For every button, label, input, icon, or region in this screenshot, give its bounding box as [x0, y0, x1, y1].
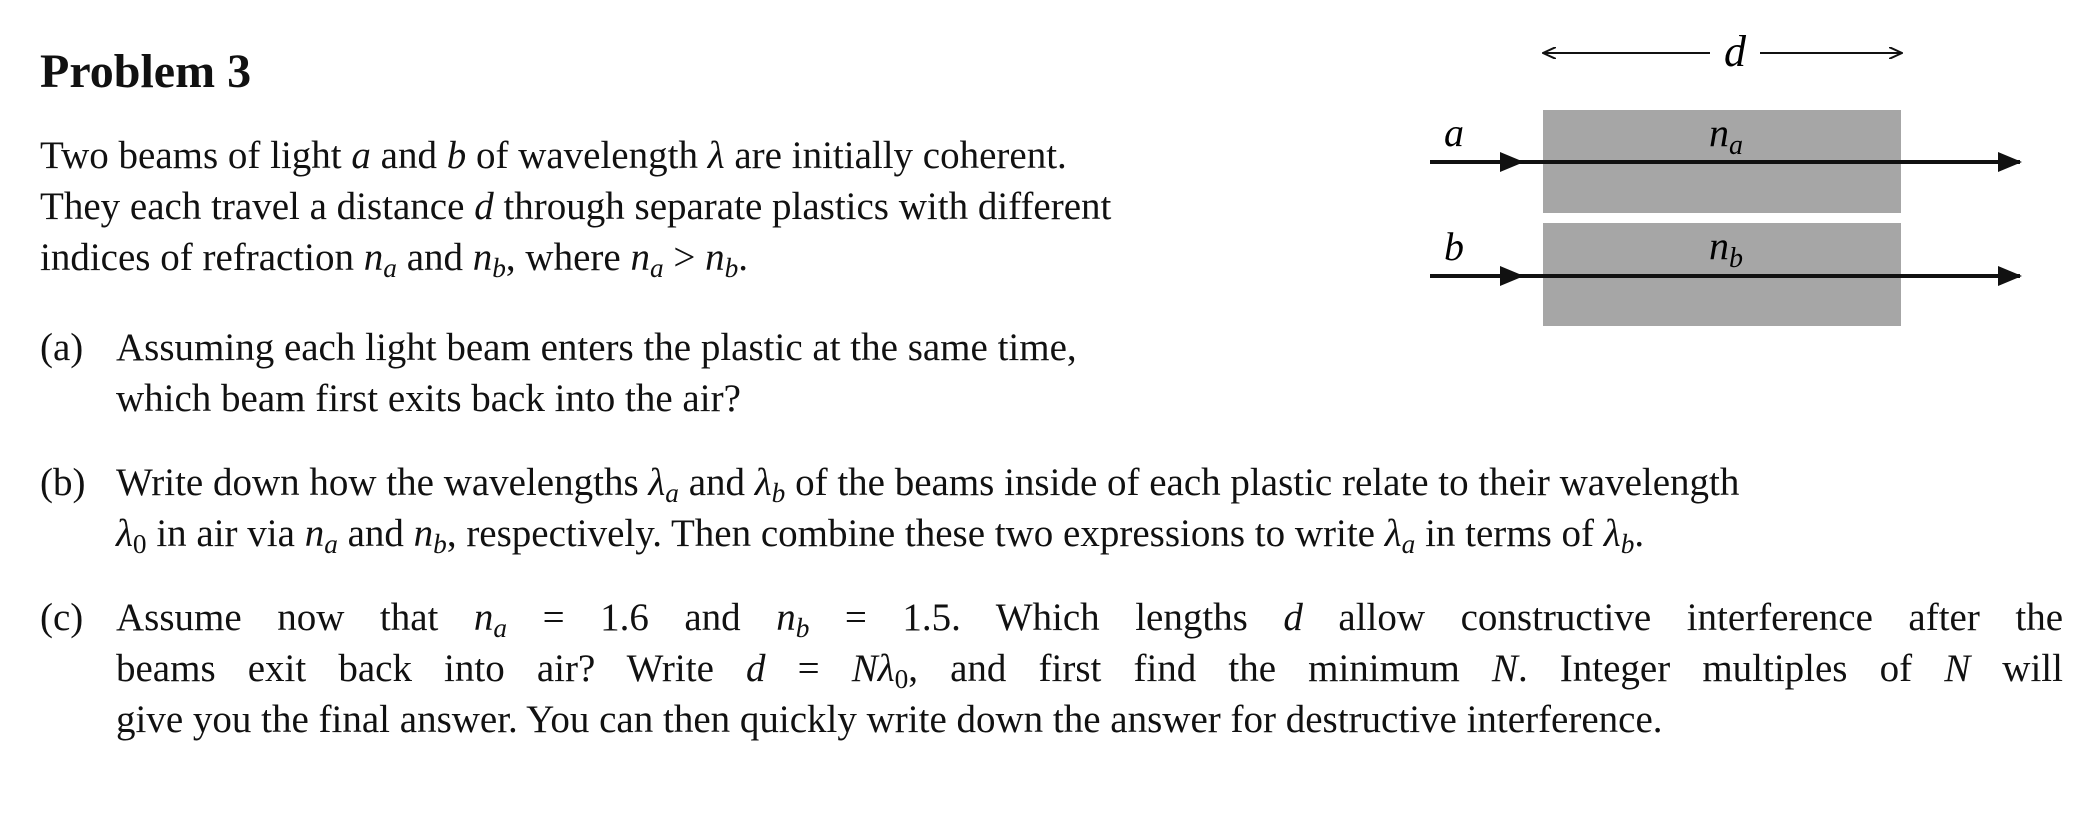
beam-a-arrowhead-in: [1500, 152, 1524, 172]
part-b-text: Write down how the wavelengths $\lambda_a$ and $\lambda_b$ of the beams inside of each plastic relate to their wavelength $\lambda_0$ in air via $n_a$ and $n_b$, respectively. Then combine these two expressions to write $\lambda_a$ in terms of $\lambda_b$.: [116, 461, 1740, 559]
part-b-label: (b): [40, 461, 86, 504]
problem-intro: [40, 130, 1370, 283]
beam-b-label: b: [1444, 224, 1464, 269]
index-label-b: $n_b$: [1709, 223, 1743, 274]
part-a-label: (a): [40, 326, 84, 369]
beam-b-arrowhead-out: [1998, 266, 2022, 286]
beam-a-label: a: [1444, 110, 1464, 155]
part-c-text: Assume now that $n_a = 1.6$ and $n_b = 1.5$. Which lengths d allow constructive interference after the beams exit back into air? Write $d = N\lambda_0$, and first find the minimum N. Integer multiples of N will give you the final answer. You can then quickly write down the answer for destructive interference.: [116, 596, 2064, 741]
part-a-text: Assuming each light beam enters the plastic at the same time, which beam first exits back into the air?: [116, 326, 1077, 420]
part-c-label: (c): [40, 596, 84, 639]
plastics-diagram: [1420, 20, 2030, 340]
d-label: d: [1724, 27, 1746, 76]
beam-b-arrowhead-in: [1500, 266, 1524, 286]
intro-line-2: They each travel a distance d through separate plastics with different: [40, 185, 1112, 228]
intro-line-3: indices of refraction $n_a$ and $n_b$, where $n_a > n_b$.: [40, 236, 748, 283]
index-label-a: $n_a$: [1709, 110, 1743, 161]
intro-line-1: Two beams of light a and b of wavelength λ are initially coherent.: [40, 134, 1067, 177]
problem-title: Problem 3: [40, 45, 252, 98]
beam-a-arrowhead-out: [1998, 152, 2022, 172]
